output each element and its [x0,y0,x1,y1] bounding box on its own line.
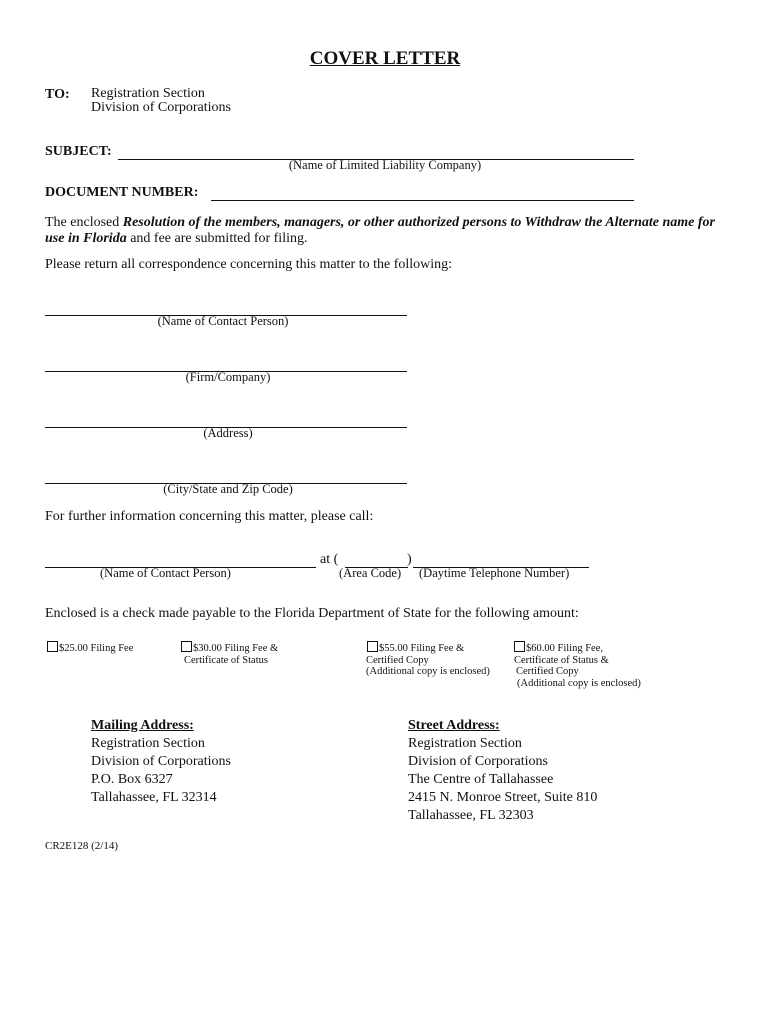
mailing-address-block [91,717,231,807]
enclosed-suffix: and fee are submitted for filing. [126,231,308,246]
area-code-caption: (Area Code) [339,566,402,580]
phone-name-caption: (Name of Contact Person) [100,566,231,580]
street-address-line: Registration Section [408,736,522,751]
form-code: CR2E128 (2/14) [45,840,119,852]
street-address-line: 2415 N. Monroe Street, Suite 810 [408,790,598,805]
fee-option-55[interactable] [366,641,490,678]
fee-option-30[interactable] [181,641,278,666]
address-caption: (Address) [203,426,253,440]
checkbox-fee-60[interactable] [514,641,525,652]
page-title: COVER LETTER [309,48,461,69]
further-info-text: For further information concerning this matter, please call: [45,509,374,524]
street-address-block [408,717,597,825]
street-address-heading: Street Address: [408,718,500,733]
street-address-line: Division of Corporations [408,754,548,769]
daytime-phone-caption: (Daytime Telephone Number) [419,566,570,580]
fee-option-30-label: $30.00 Filing Fee & [193,643,279,654]
subject-caption: (Name of Limited Liability Company) [288,158,482,172]
enclosed-resolution-title: Resolution of the members, managers, or other authorized persons to Withdraw the Alternate name for use in Florida [45,215,715,246]
fee-option-55-detail-1: Certified Copy [366,654,429,666]
fee-option-55-detail-2: (Additional copy is enclosed) [366,666,490,677]
fee-option-60[interactable] [514,641,641,689]
fee-option-60-detail-3: (Additional copy is enclosed) [517,677,641,689]
fee-option-60-label: $60.00 Filing Fee, [526,643,604,654]
mailing-address-line: Division of Corporations [91,754,231,769]
street-address-line: The Centre of Tallahassee [408,772,554,787]
enclosed-paragraph [45,215,725,247]
fee-option-55-label: $55.00 Filing Fee & [379,643,465,654]
fee-option-25-label: $25.00 Filing Fee [59,643,134,654]
fee-option-60-detail-1: Certificate of Status & [514,654,609,666]
mailing-address-heading: Mailing Address: [91,718,194,733]
enclosed-prefix: The enclosed [45,215,123,230]
firm-company-caption: (Firm/Company) [185,370,271,384]
check-instructions: Enclosed is a check made payable to the Florida Department of State for the following amount: [45,606,579,621]
checkbox-fee-55[interactable] [367,641,378,652]
fee-option-60-detail-2: Certified Copy [516,666,579,677]
document-number-field-line[interactable] [211,200,634,201]
phone-at-label: at ( [320,552,339,567]
to-line-2: Division of Corporations [91,100,231,115]
mailing-address-line: P.O. Box 6327 [91,772,173,787]
city-state-zip-caption: (City/State and Zip Code) [163,482,293,496]
to-line-1: Registration Section [91,86,205,101]
to-address [91,87,231,115]
mailing-address-line: Registration Section [91,736,205,751]
to-label: TO: [45,87,70,102]
contact-name-caption: (Name of Contact Person) [157,314,289,328]
document-number-label: DOCUMENT NUMBER: [45,185,199,200]
street-address-line: Tallahassee, FL 32303 [408,808,534,823]
checkbox-fee-25[interactable] [47,641,58,652]
mailing-address-line: Tallahassee, FL 32314 [91,790,217,805]
return-instructions: Please return all correspondence concerning this matter to the following: [45,257,453,272]
checkbox-fee-30[interactable] [181,641,192,652]
phone-close-paren: ) [407,552,412,567]
fee-option-25[interactable] [47,641,133,655]
subject-label: SUBJECT: [45,144,112,159]
fee-option-30-detail: Certificate of Status [184,654,268,666]
